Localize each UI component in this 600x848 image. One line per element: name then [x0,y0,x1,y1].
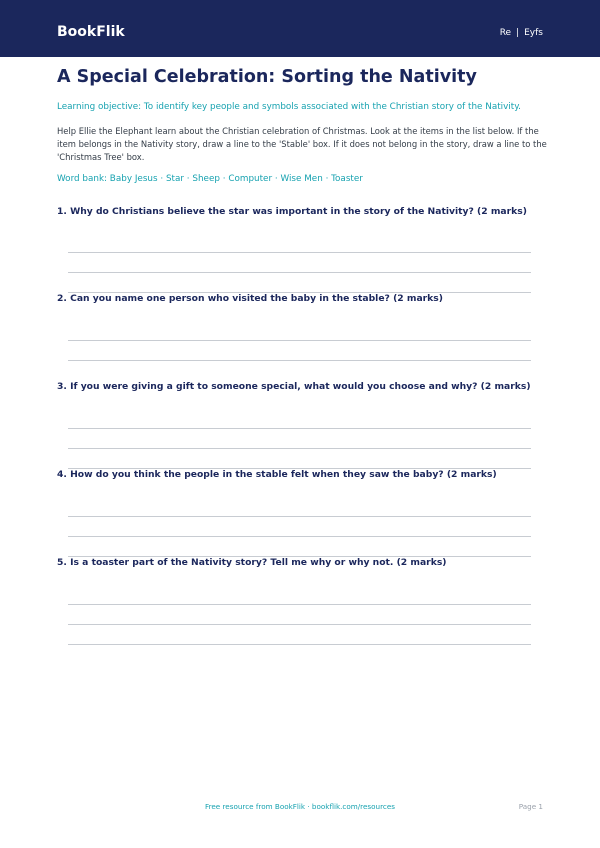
answer-line[interactable] [68,516,531,517]
answer-line[interactable] [68,360,531,361]
word-bank: Word bank: Baby Jesus · Star · Sheep · Computer · Wise Men · Toaster [57,174,363,184]
answer-line[interactable] [68,536,531,537]
answer-line[interactable] [68,448,531,449]
answer-line[interactable] [68,428,531,429]
brand-logo[interactable]: BookFlik [57,24,125,40]
instructions-text: Help Ellie the Elephant learn about the Christian celebration of Christmas. Look at the items in the list below. If the item belongs in the Nativity story, draw a line to the 'Stable' box. If it does not belong in the story, draw a line to the 'Christmas Tree' box. [57,126,547,162]
question-2: 2. Can you name one person who visited the baby in the stable? (2 marks) [57,293,443,304]
answer-line[interactable] [68,644,531,645]
question-5: 5. Is a toaster part of the Nativity story? Tell me why or why not. (2 marks) [57,557,447,568]
level-label: Eyfs [524,28,543,38]
subject-level [500,27,543,39]
answer-line[interactable] [68,624,531,625]
answer-line[interactable] [68,272,531,273]
learning-objective: Learning objective: To identify key people and symbols associated with the Christian story of the Nativity. [57,102,521,112]
footer-resource-link[interactable]: Free resource from BookFlik · bookflik.com/resources [204,802,396,811]
question-3: 3. If you were giving a gift to someone special, what would you choose and why? (2 marks) [57,381,531,392]
answer-line[interactable] [68,340,531,341]
worksheet-title: A Special Celebration: Sorting the Nativity [57,67,477,87]
page-number: Page 1 [518,802,543,811]
question-4: 4. How do you think the people in the stable felt when they saw the baby? (2 marks) [57,469,497,480]
question-1: 1. Why do Christians believe the star was important in the story of the Nativity? (2 marks) [57,206,527,217]
answer-line[interactable] [68,252,531,253]
subject-label: Re [499,28,512,38]
meta-separator: | [516,28,520,38]
header-bar [0,0,600,57]
answer-line[interactable] [68,604,531,605]
